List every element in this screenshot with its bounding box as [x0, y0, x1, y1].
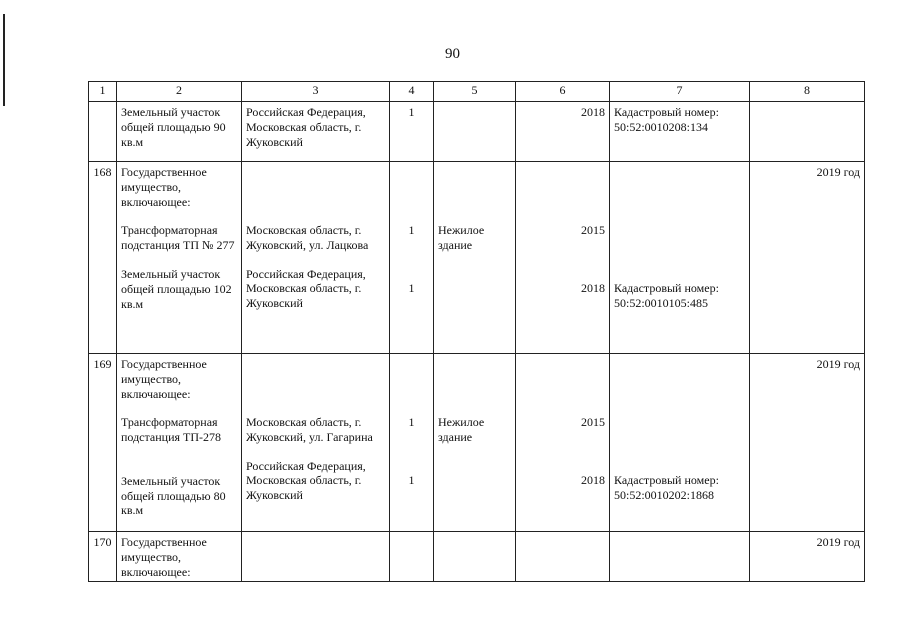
column-header: 1 — [89, 82, 117, 102]
object-note-cell — [610, 162, 750, 354]
object-year-cell — [516, 162, 610, 354]
privatization-term — [750, 102, 865, 162]
group-title: Государственное имущество, включающее: — [121, 165, 207, 209]
object-note: Кадастровый номер: 50:52:0010202:1868 — [614, 473, 719, 503]
object-year: 2018 — [581, 473, 605, 488]
object-category: Нежилое здание — [438, 415, 485, 444]
property-table — [88, 81, 865, 582]
object-address-cell — [242, 162, 390, 354]
column-header: 5 — [434, 82, 516, 102]
object-category — [434, 102, 516, 162]
object-year: 2018 — [581, 281, 605, 296]
row-number: 168 — [89, 162, 117, 354]
table-row — [89, 354, 865, 532]
object-address-cell — [242, 354, 390, 532]
object-quantity-cell — [390, 162, 434, 354]
object-note — [614, 223, 745, 267]
object-year-cell — [516, 354, 610, 532]
object-note — [614, 415, 745, 459]
group-title: Государственное имущество, включающее: — [121, 357, 207, 401]
row-number: 170 — [89, 532, 117, 582]
privatization-term: 2019 год — [750, 354, 865, 532]
object-name: Земельный участок общей площадью 102 кв.м — [121, 266, 232, 311]
table-row — [89, 162, 865, 354]
column-header: 3 — [242, 82, 390, 102]
page-number: 90 — [445, 46, 460, 62]
object-quantity: 1 — [408, 473, 415, 488]
column-header: 8 — [750, 82, 865, 102]
column-header: 2 — [117, 82, 242, 102]
privatization-term: 2019 год — [750, 532, 865, 582]
object-year: 2015 — [581, 223, 605, 237]
privatization-term: 2019 год — [750, 162, 865, 354]
object-name: Земельный участок общей площадью 80 кв.м — [121, 473, 226, 518]
object-quantity: 1 — [408, 415, 415, 429]
object-address: Российская Федерация, Московская область, г. Жуковский — [246, 266, 366, 311]
object-year: 2015 — [581, 415, 605, 429]
object-address: Российская Федерация, Московская область, г. Жуковский — [246, 458, 366, 503]
object-category-cell — [434, 162, 516, 354]
object-address: Московская область, г. Жуковский, ул. Гагарина — [246, 415, 373, 444]
object-name: Земельный участок общей площадью 90 кв.м — [117, 102, 242, 162]
row-number: 169 — [89, 354, 117, 532]
object-name-cell — [117, 354, 242, 532]
object-note: Кадастровый номер: 50:52:0010208:134 — [610, 102, 750, 162]
row-number — [89, 102, 117, 162]
object-address: Московская область, г. Жуковский, ул. Лацкова — [246, 223, 369, 252]
table-row — [89, 102, 865, 162]
column-header: 4 — [390, 82, 434, 102]
object-name: Трансформаторная подстанция ТП-278 — [121, 415, 222, 445]
object-note-cell — [610, 354, 750, 532]
object-name: Трансформаторная подстанция ТП № 277 — [121, 223, 235, 253]
object-quantity: 1 — [390, 102, 434, 162]
table-row — [89, 532, 865, 582]
object-year: 2018 — [516, 102, 610, 162]
object-address: Российская Федерация, Московская область, г. Жуковский — [242, 102, 390, 162]
column-header: 7 — [610, 82, 750, 102]
object-quantity: 1 — [408, 281, 415, 296]
object-category: Нежилое здание — [438, 223, 485, 252]
group-title: Государственное имущество, включающее: — [117, 532, 242, 582]
column-header: 6 — [516, 82, 610, 102]
object-quantity-cell — [390, 354, 434, 532]
object-category-cell — [434, 354, 516, 532]
object-name-cell — [117, 162, 242, 354]
object-note: Кадастровый номер: 50:52:0010105:485 — [614, 281, 719, 311]
table-header-row — [89, 82, 865, 102]
object-quantity: 1 — [408, 223, 415, 237]
